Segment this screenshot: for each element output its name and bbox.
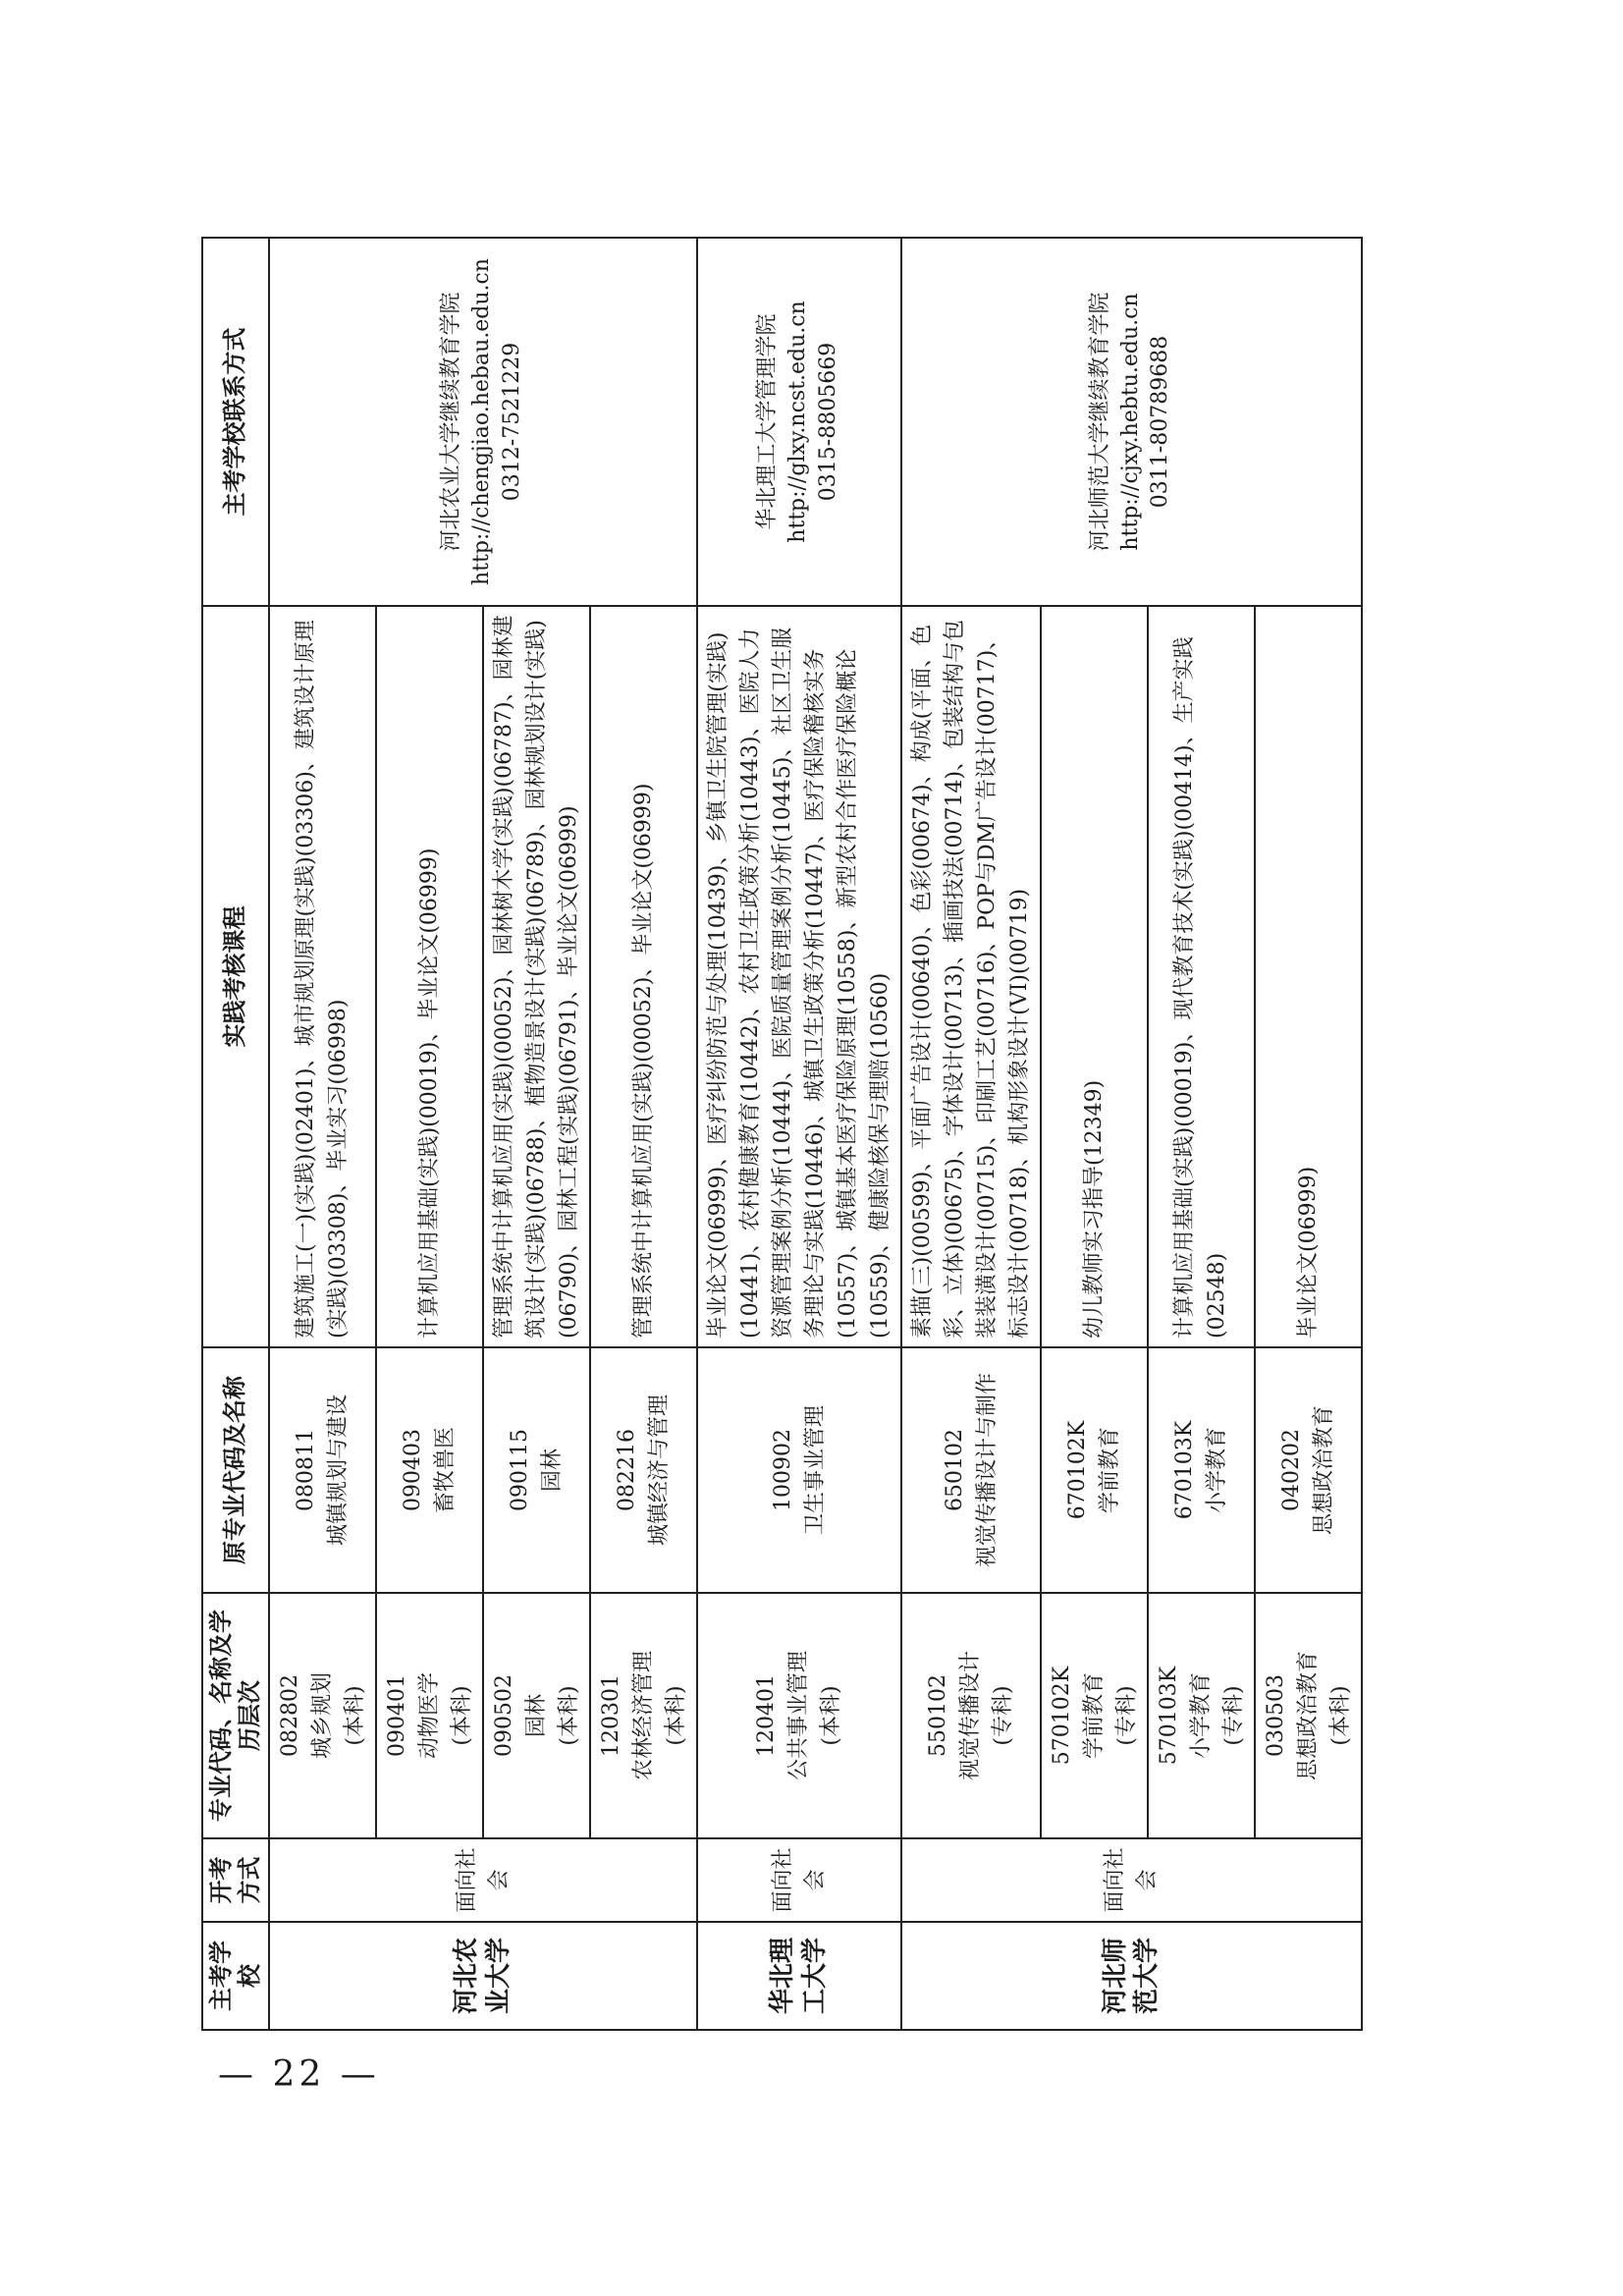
course-list: 管理系统中计算机应用(实践)(00052)、毕业论文(06999): [590, 606, 697, 1347]
major-cell: [1148, 1593, 1255, 1838]
orig-name: 园林: [540, 1449, 566, 1493]
contact-phone: 0312-7521229: [499, 342, 524, 502]
school-name: 河北农业大学: [269, 1922, 697, 2030]
header-major: 专业代码、名称及学历层次: [202, 1593, 269, 1838]
course-list: 毕业论文(06999): [1255, 606, 1362, 1347]
major-name: 农林经济管理: [630, 1651, 656, 1781]
orig-major-cell: [1148, 1347, 1255, 1593]
course-list: 素描(三)(00599)、平面广告设计(00640)、色彩(00674)、构成(平面、色彩、立体)(00675)、字体设计(00713)、插画技法(00714)、包装结构与包装装潢设计(00715)、印刷工艺(00716)、POP与DM广告设计(00717)、标志设计(00718)、机构形象设计(VI)(00719): [901, 606, 1041, 1347]
orig-name: 思想政治教育: [1312, 1405, 1337, 1536]
orig-name: 城镇规划与建设: [326, 1394, 352, 1547]
orig-major-cell: [901, 1347, 1041, 1593]
major-cell: [901, 1593, 1041, 1838]
contact-phone: 0311-80789688: [1148, 335, 1173, 509]
page-number: — 22 —: [218, 2054, 380, 2095]
course-list: 幼儿教师实习指导(12349): [1041, 606, 1148, 1347]
orig-name: 卫生事业管理: [802, 1405, 828, 1536]
orig-major-cell: [697, 1347, 901, 1593]
course-list: 计算机应用基础(实践)(00019)、现代教育技术(实践)(00414)、生产实践(02548): [1148, 606, 1255, 1347]
header-courses: 实践考核课程: [202, 606, 269, 1347]
exam-mode: 面向社会: [901, 1838, 1362, 1922]
major-name: 园林: [523, 1694, 549, 1738]
major-code: 090401: [384, 1674, 409, 1757]
header-orig: 原专业代码及名称: [202, 1347, 269, 1593]
course-list: 毕业论文(06999)、医疗纠纷防范与处理(10439)、乡镇卫生院管理(实践)(10441)、农村健康教育(10442)、农村卫生政策分析(10443)、医院人力资源管理案例分析(10444)、医院质量管理案例分析(10445)、社区卫生服务理论与实践(10446)、城镇卫生政策分析(10447)、医疗保险稽核实务(10557)、城镇基本医疗保险原理(10558)、新型农村合作医疗保险概论(10559)、健康险核保与理赔(10560): [697, 606, 901, 1347]
contact-cell: [901, 238, 1362, 606]
contact-college: 河北农业大学继续教育学院: [439, 292, 464, 552]
orig-name: 城镇经济与管理: [647, 1394, 673, 1547]
orig-name: 学前教育: [1098, 1427, 1123, 1514]
contact-phone: 0315-8805669: [815, 342, 840, 502]
contact-college: 华北理工大学管理学院: [755, 313, 781, 530]
orig-name: 小学教育: [1205, 1427, 1230, 1514]
major-code: 120301: [598, 1674, 623, 1757]
orig-code: 040202: [1279, 1429, 1305, 1511]
major-code: 090502: [491, 1674, 516, 1757]
major-name: 公共事业管理: [786, 1651, 812, 1781]
major-code: 570103K: [1156, 1666, 1181, 1766]
contact-url: http://cjxy.hebtu.edu.cn: [1117, 293, 1143, 551]
practice-exam-table: [201, 237, 1363, 2031]
contact-url: http://glxy.ncst.edu.cn: [785, 301, 811, 543]
major-level: (本科): [819, 1685, 844, 1746]
major-level: (专科): [1113, 1685, 1139, 1746]
major-code: 120401: [754, 1674, 780, 1757]
rotated-table-container: [201, 239, 1355, 2031]
major-level: (本科): [556, 1685, 581, 1746]
major-level: (本科): [1327, 1685, 1353, 1746]
course-list: 建筑施工(一)(实践)(02401)、城市规划原理(实践)(03306)、建筑设计原理(实践)(03308)、毕业实习(06998): [269, 606, 376, 1347]
header-row: [202, 238, 269, 2030]
table-row: [269, 238, 376, 2030]
major-code: 570102K: [1049, 1666, 1074, 1766]
major-level: (本科): [449, 1685, 474, 1746]
orig-major-cell: [1255, 1347, 1362, 1593]
orig-code: 670102K: [1065, 1420, 1091, 1520]
major-name: 思想政治教育: [1295, 1651, 1321, 1781]
table-row: [697, 238, 901, 2030]
header-school: 主考学校: [202, 1922, 269, 2030]
major-cell: [590, 1593, 697, 1838]
exam-mode: 面向社会: [269, 1838, 697, 1922]
contact-cell: [269, 238, 697, 606]
contact-college: 河北师范大学继续教育学院: [1087, 292, 1112, 552]
orig-major-cell: [590, 1347, 697, 1593]
header-mode: 开考方式: [202, 1838, 269, 1922]
major-name: 动物医学: [416, 1672, 442, 1760]
major-code: 030503: [1263, 1674, 1288, 1757]
major-code: 550102: [926, 1674, 951, 1757]
orig-name: 视觉传播设计与制作: [974, 1373, 1000, 1568]
major-level: (专科): [991, 1685, 1016, 1746]
table-row: [901, 238, 1041, 2030]
school-name: 华北理工大学: [697, 1922, 901, 2030]
school-name: 河北师范大学: [901, 1922, 1362, 2030]
course-list: 管理系统中计算机应用(实践)(00052)、园林树木学(实践)(06787)、园林建筑设计(实践)(06788)、植物造景设计(实践)(06789)、园林规划设计(实践)(06790)、园林工程(实践)(06791)、毕业论文(06999): [483, 606, 590, 1347]
orig-code: 082216: [615, 1429, 640, 1511]
major-level: (专科): [1220, 1685, 1246, 1746]
orig-code: 090115: [508, 1429, 533, 1511]
major-name: 城乡规划: [309, 1672, 335, 1760]
major-cell: [269, 1593, 376, 1838]
orig-code: 090403: [401, 1429, 426, 1511]
orig-code: 650102: [942, 1429, 967, 1511]
major-name: 学前教育: [1081, 1672, 1107, 1760]
contact-url: http://chengjiao.hebau.edu.cn: [469, 257, 495, 586]
orig-major-cell: [376, 1347, 483, 1593]
header-contact: 主考学校联系方式: [202, 238, 269, 606]
major-cell: [1041, 1593, 1148, 1838]
major-level: (本科): [342, 1685, 367, 1746]
major-name: 视觉传播设计: [958, 1651, 984, 1781]
major-name: 小学教育: [1188, 1672, 1214, 1760]
major-cell: [1255, 1593, 1362, 1838]
orig-name: 畜牧兽医: [433, 1427, 459, 1514]
orig-major-cell: [269, 1347, 376, 1593]
major-cell: [483, 1593, 590, 1838]
orig-major-cell: [1041, 1347, 1148, 1593]
orig-code: 100902: [770, 1429, 795, 1511]
major-code: 082802: [277, 1674, 302, 1757]
course-list: 计算机应用基础(实践)(00019)、毕业论文(06999): [376, 606, 483, 1347]
major-cell: [697, 1593, 901, 1838]
major-level: (本科): [663, 1685, 688, 1746]
orig-code: 670103K: [1172, 1420, 1198, 1520]
orig-code: 080811: [294, 1429, 319, 1511]
orig-major-cell: [483, 1347, 590, 1593]
major-cell: [376, 1593, 483, 1838]
contact-cell: [697, 238, 901, 606]
exam-mode: 面向社会: [697, 1838, 901, 1922]
